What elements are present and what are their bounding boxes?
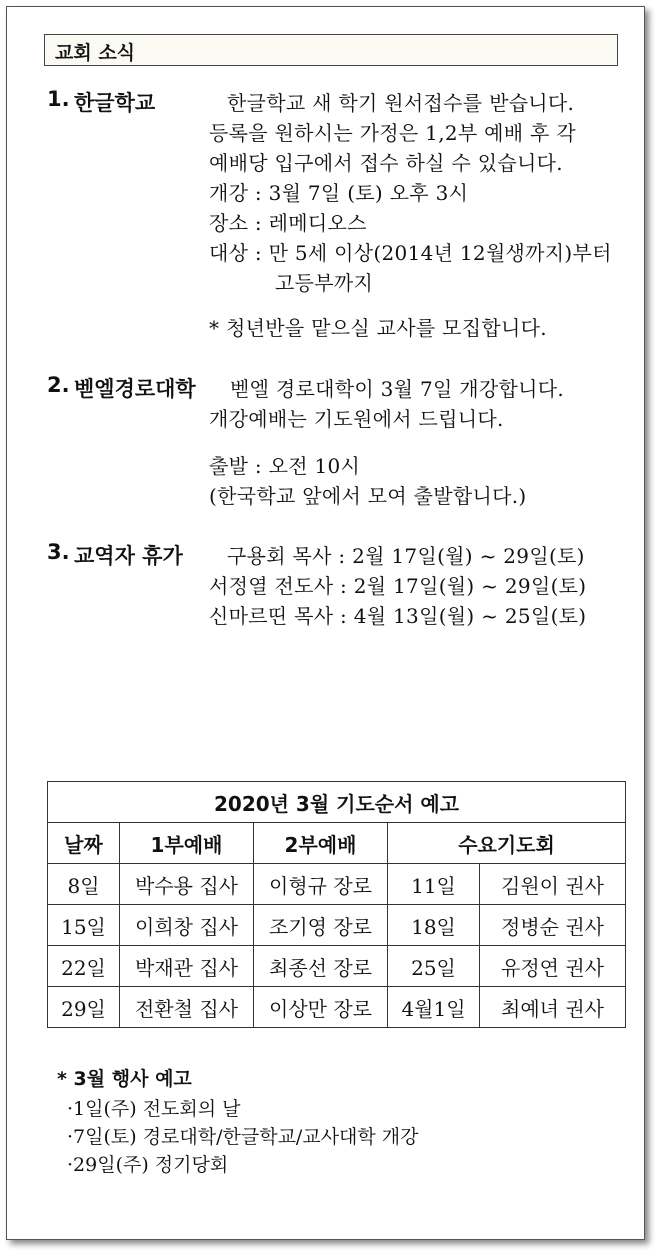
cell-wed-date: 25일 [388,946,480,987]
cell-date: 8일 [48,864,120,905]
section-1-line: 장소 : 레메디오스 [209,211,367,235]
header-wednesday: 수요기도회 [388,823,626,864]
section-2-line: 개강예배는 기도원에서 드립니다. [209,407,504,431]
section-2-line: (한국학교 앞에서 모여 출발합니다.) [209,484,527,508]
section-1-line: 예배당 입구에서 접수 하실 수 있습니다. [209,151,563,175]
cell-service-1: 이희창 집사 [120,905,254,946]
header-date: 날짜 [48,823,120,864]
table-row [48,864,626,905]
cell-service-1: 박수용 집사 [120,864,254,905]
prayer-schedule-table [47,781,626,1028]
section-1-line: 한글학교 새 학기 원서접수를 받습니다. [227,91,575,115]
cell-service-1: 전환철 집사 [120,987,254,1028]
cell-service-2: 조기영 장로 [254,905,388,946]
section-2-line: 벧엘 경로대학이 3월 7일 개강합니다. [230,377,565,401]
event-item: ·7일(토) 경로대학/한글학교/교사대학 개강 [67,1126,419,1148]
cell-service-2: 이형규 장로 [254,864,388,905]
cell-date: 29일 [48,987,120,1028]
event-item: ·1일(주) 전도회의 날 [67,1098,241,1120]
cell-wed-leader: 정병순 권사 [480,905,626,946]
section-2-title: 벧엘경로대학 [74,377,196,401]
cell-wed-date: 4월1일 [388,987,480,1028]
table-row [48,987,626,1028]
cell-wed-date: 11일 [388,864,480,905]
cell-wed-leader: 김원이 권사 [480,864,626,905]
header-service-1: 1부예배 [120,823,254,864]
section-3-line: 신마르띤 목사 : 4월 13일(월) ~ 25일(토) [209,604,587,628]
section-2-line: 출발 : 오전 10시 [209,454,361,478]
section-1-note: * 청년반을 맡으실 교사를 모집합니다. [209,316,547,340]
section-1-line: 등록을 원하시는 가정은 1,2부 예배 후 각 [209,121,576,145]
cell-service-1: 박재관 집사 [120,946,254,987]
cell-date: 22일 [48,946,120,987]
event-item: ·29일(주) 정기당회 [67,1154,229,1176]
cell-date: 15일 [48,905,120,946]
table-row [48,946,626,987]
cell-service-2: 이상만 장로 [254,987,388,1028]
section-1-line: 고등부까지 [275,271,374,295]
news-header: 교회 소식 [44,34,618,66]
cell-wed-leader: 최예녀 권사 [480,987,626,1028]
section-3-title: 교역자 휴가 [74,544,183,568]
cell-wed-leader: 유정연 권사 [480,946,626,987]
section-3-number: 3. [47,540,70,564]
events-title: * 3월 행사 예고 [57,1068,192,1090]
section-2-number: 2. [47,373,70,397]
section-1-line: 대상 : 만 5세 이상(2014년 12월생까지)부터 [209,241,612,265]
section-1-line: 개강 : 3월 7일 (토) 오후 3시 [209,181,469,205]
cell-wed-date: 18일 [388,905,480,946]
header-service-2: 2부예배 [254,823,388,864]
cell-service-2: 최종선 장로 [254,946,388,987]
schedule-title: 2020년 3월 기도순서 예고 [48,782,626,823]
section-1-title: 한글학교 [74,91,156,115]
table-row [48,905,626,946]
bulletin-page [6,6,645,1240]
section-1-number: 1. [47,87,70,111]
section-3-line: 구용회 목사 : 2월 17일(월) ~ 29일(토) [227,544,585,568]
section-3-line: 서정열 전도사 : 2월 17일(월) ~ 29일(토) [209,574,587,598]
